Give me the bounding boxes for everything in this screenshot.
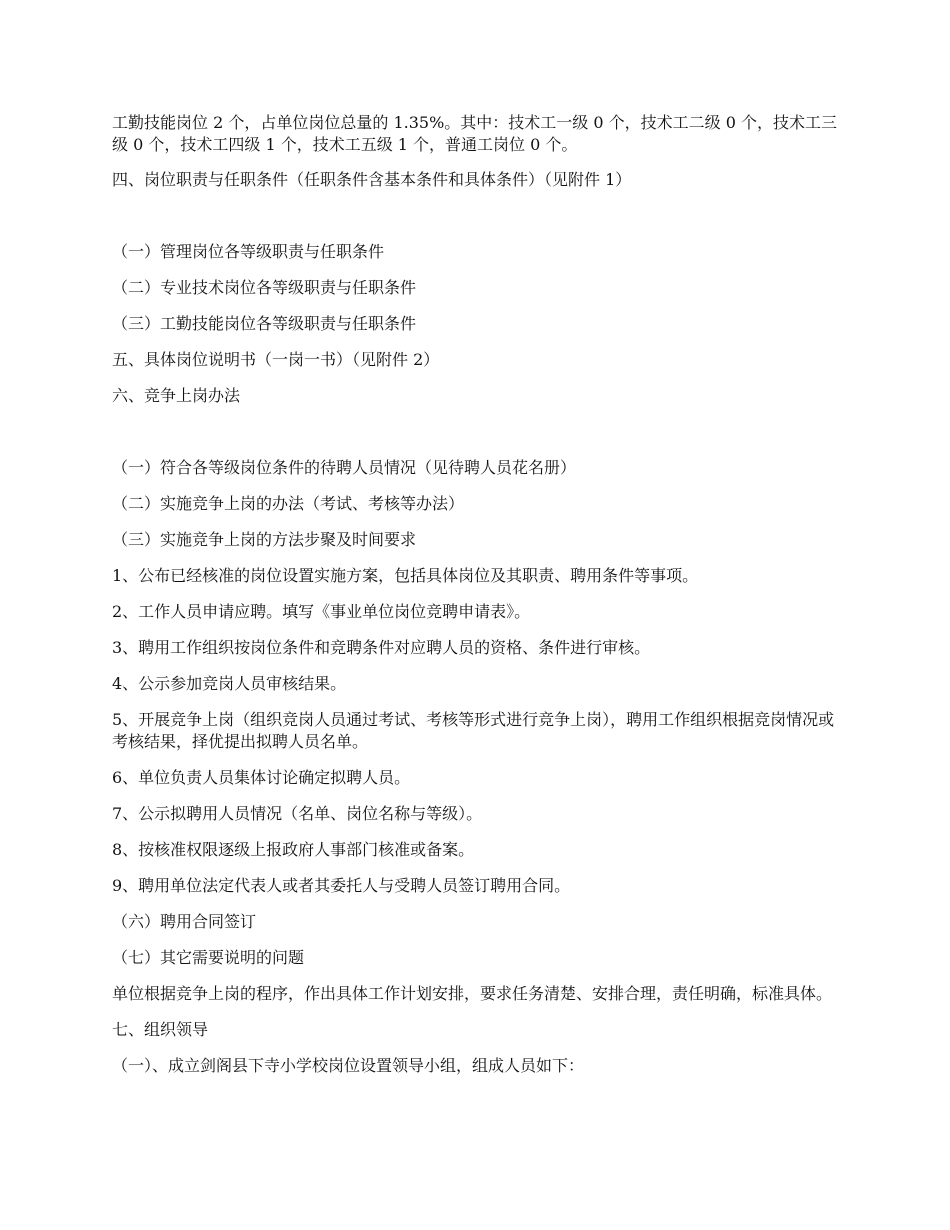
step-4: 4、公示参加竞岗人员审核结果。 [112, 674, 347, 693]
heading-section-seven: 七、组织领导 [112, 1020, 209, 1039]
subheading-worker-skills: （三）工勤技能岗位各等级职责与任职条件 [112, 314, 417, 333]
step-7: 7、公示拟聘用人员情况（名单、岗位名称与等级）。 [112, 804, 483, 823]
subheading-steps: （三）实施竞争上岗的方法步聚及时间要求 [112, 530, 417, 549]
subheading-methods: （二）实施竞争上岗的办法（考试、考核等办法） [112, 494, 465, 513]
subheading-management: （一）管理岗位各等级职责与任职条件 [112, 242, 385, 261]
heading-section-four: 四、岗位职责与任职条件（任职条件含基本条件和具体条件）（见附件 1） [112, 170, 632, 189]
heading-section-five: 五、具体岗位说明书（一岗一书）（见附件 2） [112, 350, 440, 369]
heading-section-six: 六、竞争上岗办法 [112, 386, 241, 405]
subheading-professional: （二）专业技术岗位各等级职责与任职条件 [112, 278, 417, 297]
step-8: 8、按核准权限逐级上报政府人事部门核准或备案。 [112, 840, 475, 859]
step-1: 1、公布已经核准的岗位设置实施方案，包括具体岗位及其职责、聘用条件等事项。 [112, 566, 699, 585]
subheading-candidates: （一）符合各等级岗位条件的待聘人员情况（见待聘人员花名册） [112, 458, 577, 477]
step-6: 6、单位负责人员集体讨论确定拟聘人员。 [112, 768, 411, 787]
paragraph-work-plan: 单位根据竞争上岗的程序，作出具体工作计划安排，要求任务清楚、安排合理，责任明确，标准具体。 [112, 984, 833, 1003]
document-page [112, 112, 840, 1077]
step-3: 3、聘用工作组织按岗位条件和竞聘条件对应聘人员的资格、条件进行审核。 [112, 638, 651, 657]
subheading-leadership-group: （一）、成立剑阁县下寺小学校岗位设置领导小组，组成人员如下： [112, 1056, 585, 1075]
subheading-contract: （六）聘用合同签订 [112, 912, 257, 931]
subheading-other-issues: （七）其它需要说明的问题 [112, 948, 305, 967]
step-9: 9、聘用单位法定代表人或者其委托人与受聘人员签订聘用合同。 [112, 876, 571, 895]
step-5: 5、开展竞争上岗（组织竞岗人员通过考试、考核等形式进行竞争上岗），聘用工作组织根据竞岗情况或考核结果，择优提出拟聘人员名单。 [112, 710, 835, 751]
step-2: 2、工作人员申请应聘。填写《事业单位岗位竞聘申请表》。 [112, 602, 531, 621]
paragraph-worker-positions: 工勤技能岗位 2 个，占单位岗位总量的 1.35%。其中：技术工一级 0 个，技术工二级 0 个，技术工三级 0 个，技术工四级 1 个，技术工五级 1 个，普通工岗位 0 个。 [112, 113, 837, 154]
